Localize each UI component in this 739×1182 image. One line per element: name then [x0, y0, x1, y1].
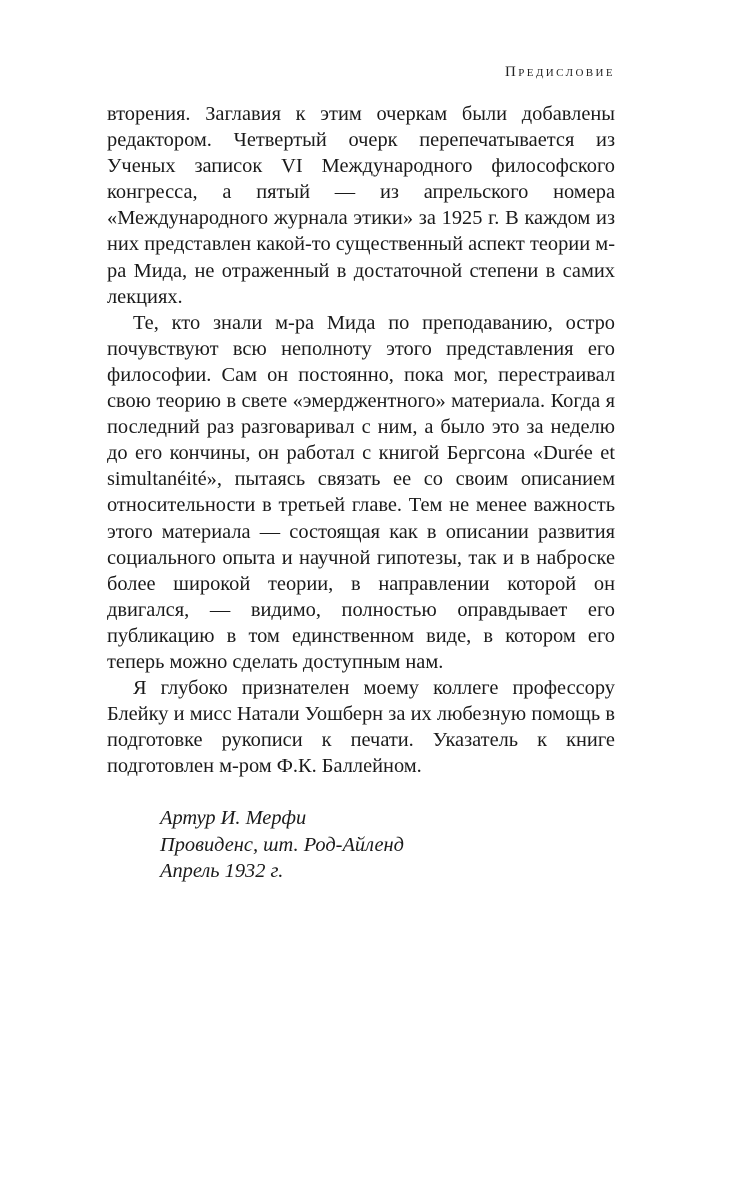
paragraph-acknowledgements: Я глубоко признателен моему коллеге профессору Блейку и мисс Натали Уошберн за их любезную помощь в подготовке рукописи к печати. Указатель к книге подготовлен м-ром Ф.К. Баллейном. — [107, 677, 615, 778]
paragraph-continuation: вторения. Заглавия к этим очеркам были добавлены редактором. Четвертый очерк перепечатывается из Ученых записок VI Международного философского конгресса, а пятый — из апрельского номера «Международного журнала этики» за 1925 г. В каждом из них представлен какой-то существенный аспект теории м-ра Мида, не отраженный в достаточной степени в самих лекциях. — [107, 103, 615, 308]
preface-body — [107, 101, 615, 779]
paragraph-teaching: Те, кто знали м-ра Мида по преподаванию, остро почувствуют всю неполноту этого представления его философии. Сам он постоянно, пока мог, перестраивал свою теорию в свете «эмерджентного» материала. Когда я последний раз разговаривал с ним, а было это за неделю до его кончины, он работал с книгой Бергсона «Durée et simultanéité», пытаясь связать ее со своим описанием относительности в третьей главе. Тем не менее важность этого материала — состоящая как в описании развития социального опыта и научной гипотезы, так и в наброске более широкой теории, в направлении которой он двигался, — видимо, полностью оправдывает его публикацию в том единственном виде, в котором его теперь можно сделать доступным нам. — [107, 311, 615, 673]
signature-author: Артур И. Мерфи — [160, 807, 307, 829]
signature-block — [160, 805, 404, 885]
signature-date: Апрель 1932 г. — [160, 860, 284, 882]
running-header: Предисловие — [505, 64, 615, 80]
signature-place: Провиденс, шт. Род-Айленд — [160, 833, 404, 856]
